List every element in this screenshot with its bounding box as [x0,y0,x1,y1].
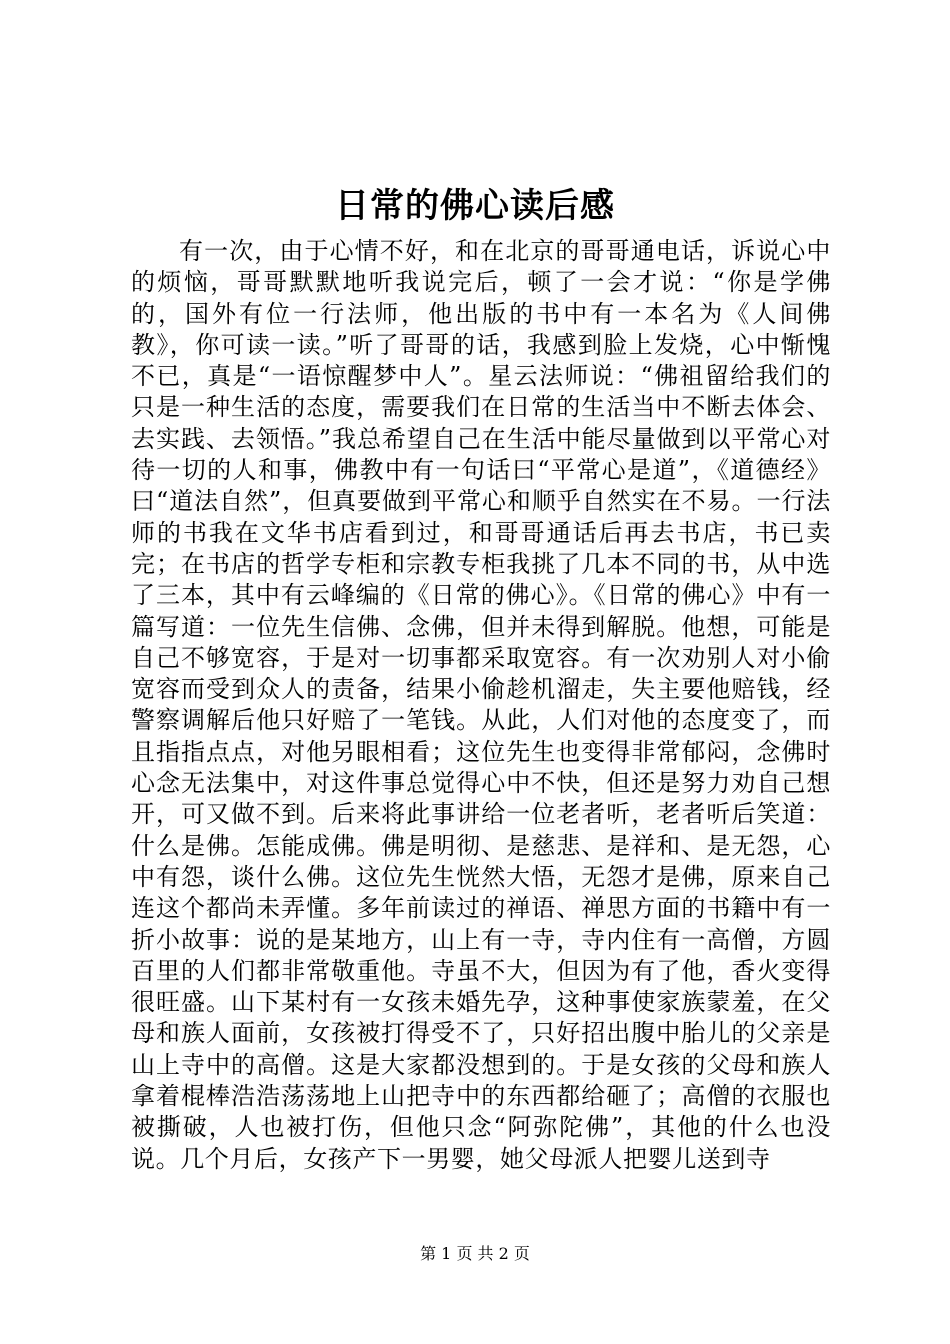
document-title: 日常的佛心读后感 [335,186,615,226]
body-paragraph: 有一次，由于心情不好，和在北京的哥哥通电话，诉说心中的烦恼，哥哥默默地听我说完后，顿了一会才说：“你是学佛的，国外有位一行法师，他出版的书中有一本名为《人间佛教》，你可读一读。”听了哥哥的话，我感到脸上发烧，心中惭愧不已，真是“一语惊醒梦中人”。星云法师说：“佛祖留给我们的只是一种生活的态度，需要我们在日常的生活当中不断去体会、去实践、去领悟。”我总希望自己在生活中能尽量做到以平常心对待一切的人和事，佛教中有一句话曰“平常心是道”，《道德经》曰“道法自然”，但真要做到平常心和顺乎自然实在不易。一行法师的书我在文华书店看到过，和哥哥通话后再去书店，书已卖完；在书店的哲学专柜和宗教专柜我挑了几本不同的书，从中选了三本，其中有云峰编的《日常的佛心》。《日常的佛心》中有一篇写道：一位先生信佛、念佛，但并未得到解脱。他想，可能是自己不够宽容，于是对一切事都采取宽容。有一次劝别人对小偷宽容而受到众人的责备，结果小偷趁机溜走，失主要他赔钱，经警察调解后他只好赔了一笔钱。从此，人们对他的态度变了，而且指指点点，对他另眼相看；这位先生也变得非常郁闷，念佛时心念无法集中，对这件事总觉得心中不快，但还是努力劝自己想开，可又做不到。后来将此事讲给一位老者听，老者听后笑道：什么是佛。怎能成佛。佛是明彻、是慈悲、是祥和、是无怨，心中有怨，谈什么佛。这位先生恍然大悟，无怨才是佛，原来自己连这个都尚未弄懂。多年前读过的禅语、禅思方面的书籍中有一折小故事：说的是某地方，山上有一寺，寺内住有一高僧，方圆百里的人们都非常敬重他。寺虽不大，但因为有了他，香火变得很旺盛。山下某村有一女孩未婚先孕，这种事使家族蒙羞，在父母和族人面前，女孩被打得受不了，只好招出腹中胎儿的父亲是山上寺中的高僧。这是大家都没想到的。于是女孩的父母和族人拿着棍棒浩浩荡荡地上山把寺中的东西都给砸了；高僧的衣服也被撕破，人也被打伤，但他只念“阿弥陀佛”，其他的什么也没说。几个月后，女孩产下一男婴，她父母派人把婴儿送到寺 [131,237,831,1173]
page-footer: 第 1 页 共 2 页 [420,1244,530,1263]
